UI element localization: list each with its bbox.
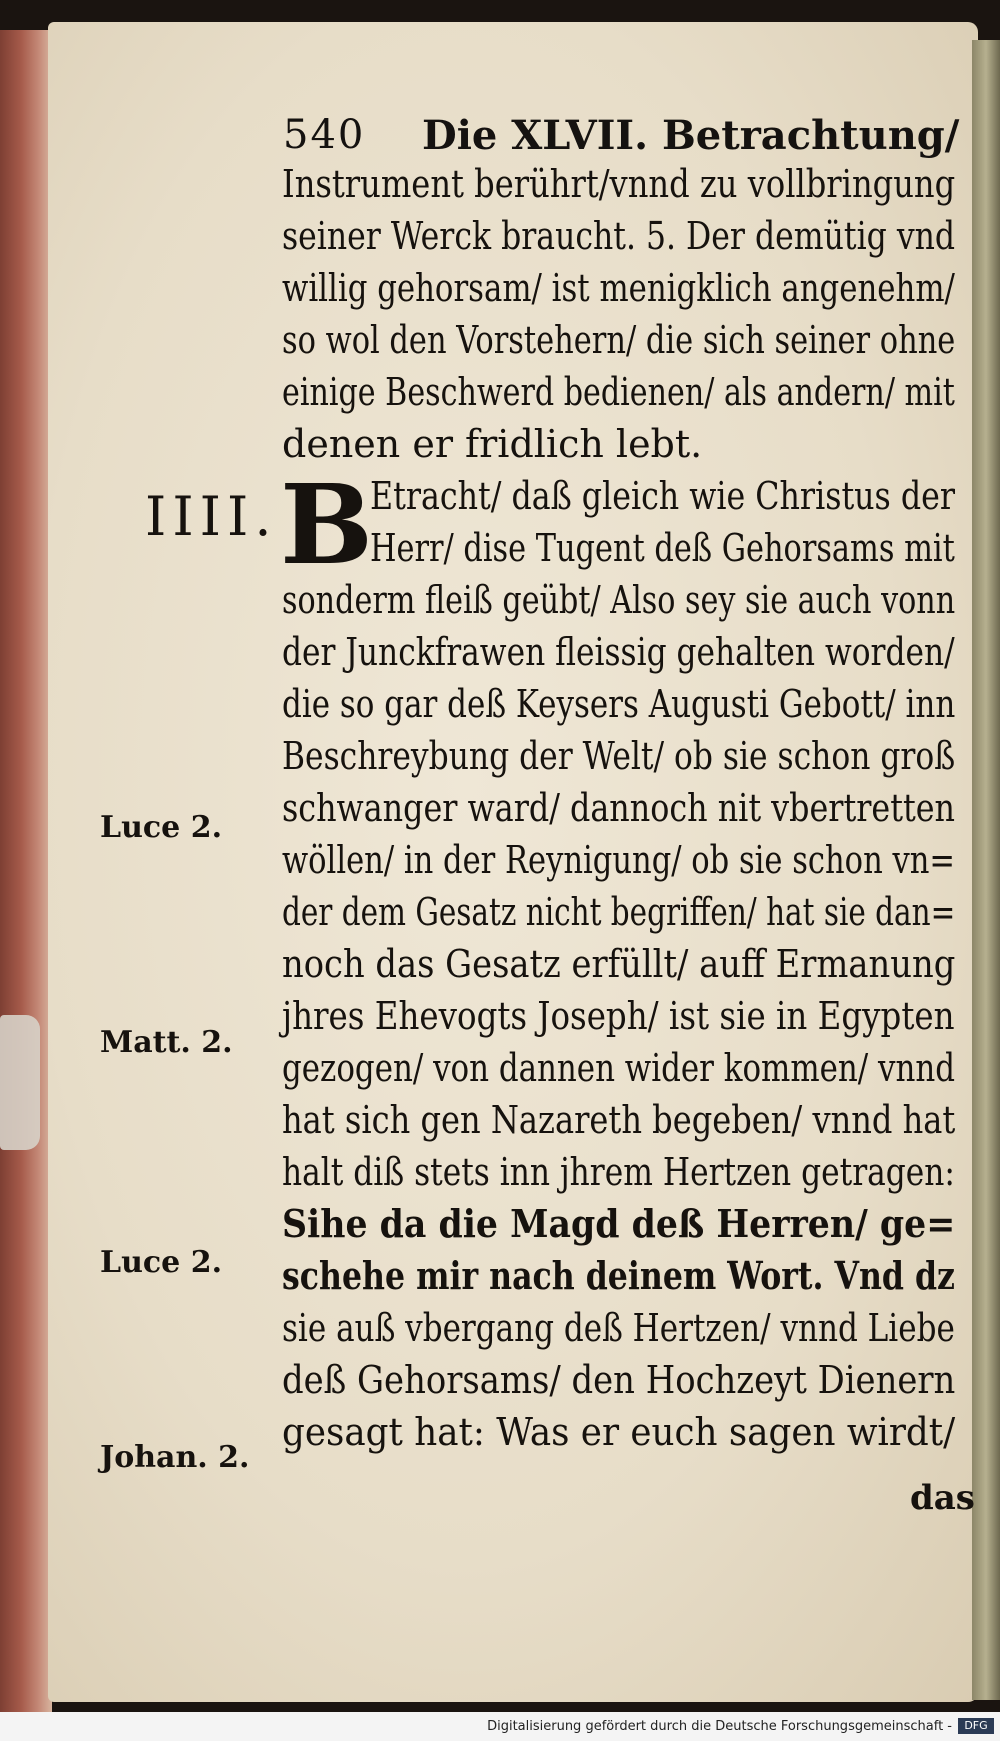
catchword: das [910,1478,975,1518]
dfg-logo: DFG [958,1718,994,1734]
text-line: jhres Ehevogts Joseph/ ist sie in Egypten [282,994,955,1038]
page-number: 540 [283,112,366,158]
text-line: sonderm fleiß geübt/ Also sey sie auch vonn [282,578,956,622]
text-line: sie auß vbergang deß Hertzen/ vnnd Liebe [282,1306,955,1350]
text-line: schwanger ward/ dannoch nit vbertretten [282,786,955,830]
text-line: Sihe da die Magd deß Herren/ ge= [282,1201,956,1246]
margin-reference: Matt. 2. [100,1025,233,1060]
margin-reference: Luce 2. [100,1245,223,1280]
page-clip [0,1015,40,1150]
text-line: schehe mir nach deinem Wort. Vnd dz [282,1253,955,1298]
text-line: Herr/ dise Tugent deß Gehorsams mit [370,526,955,570]
running-title: Die XLVII. Betrachtung/ [422,112,960,159]
text-line: hat sich gen Nazareth begeben/ vnnd hat [282,1098,956,1142]
margin-reference: Johan. 2. [100,1440,250,1475]
text-line: Etracht/ daß gleich wie Christus der [370,474,956,518]
text-line: halt diß stets inn jhrem Hertzen getragen: [282,1150,955,1194]
section-number: IIII. [145,485,278,548]
text-line: wöllen/ in der Reynigung/ ob sie schon vn= [282,838,956,882]
text-line: gezogen/ von dannen wider kommen/ vnnd [282,1046,956,1090]
text-line: gesagt hat: Was er euch sagen wirdt/ [282,1410,956,1454]
text-line: noch das Gesatz erfüllt/ auff Ermanung [282,942,956,986]
text-line: willig gehorsam/ ist menigklich angenehm/ [282,266,955,310]
text-line: denen er fridlich lebt. [282,422,703,466]
text-line: seiner Werck braucht. 5. Der demütig vnd [282,214,956,258]
text-line: Instrument berührt/vnnd zu vollbringung [282,162,956,206]
text-line: Beschreybung der Welt/ ob sie schon groß [282,734,956,778]
page-edge [972,40,1000,1700]
digitization-footer [0,1712,1000,1741]
book-binding [0,30,52,1720]
text-line: der Junckfrawen fleissig gehalten worden/ [282,630,955,674]
text-line: die so gar deß Keysers Augusti Gebott/ inn [282,682,956,726]
text-line: der dem Gesatz nicht begriffen/ hat sie dan= [282,890,956,934]
drop-cap: B [280,460,373,589]
text-line: einige Beschwerd bedienen/ als andern/ mit [282,370,955,414]
margin-reference: Luce 2. [100,810,223,845]
text-line: so wol den Vorstehern/ die sich seiner ohne [282,318,956,362]
text-line: deß Gehorsams/ den Hochzeyt Dienern [282,1358,956,1402]
footer-credit: Digitalisierung gefördert durch die Deutsche Forschungsgemeinschaft - [487,1719,952,1734]
